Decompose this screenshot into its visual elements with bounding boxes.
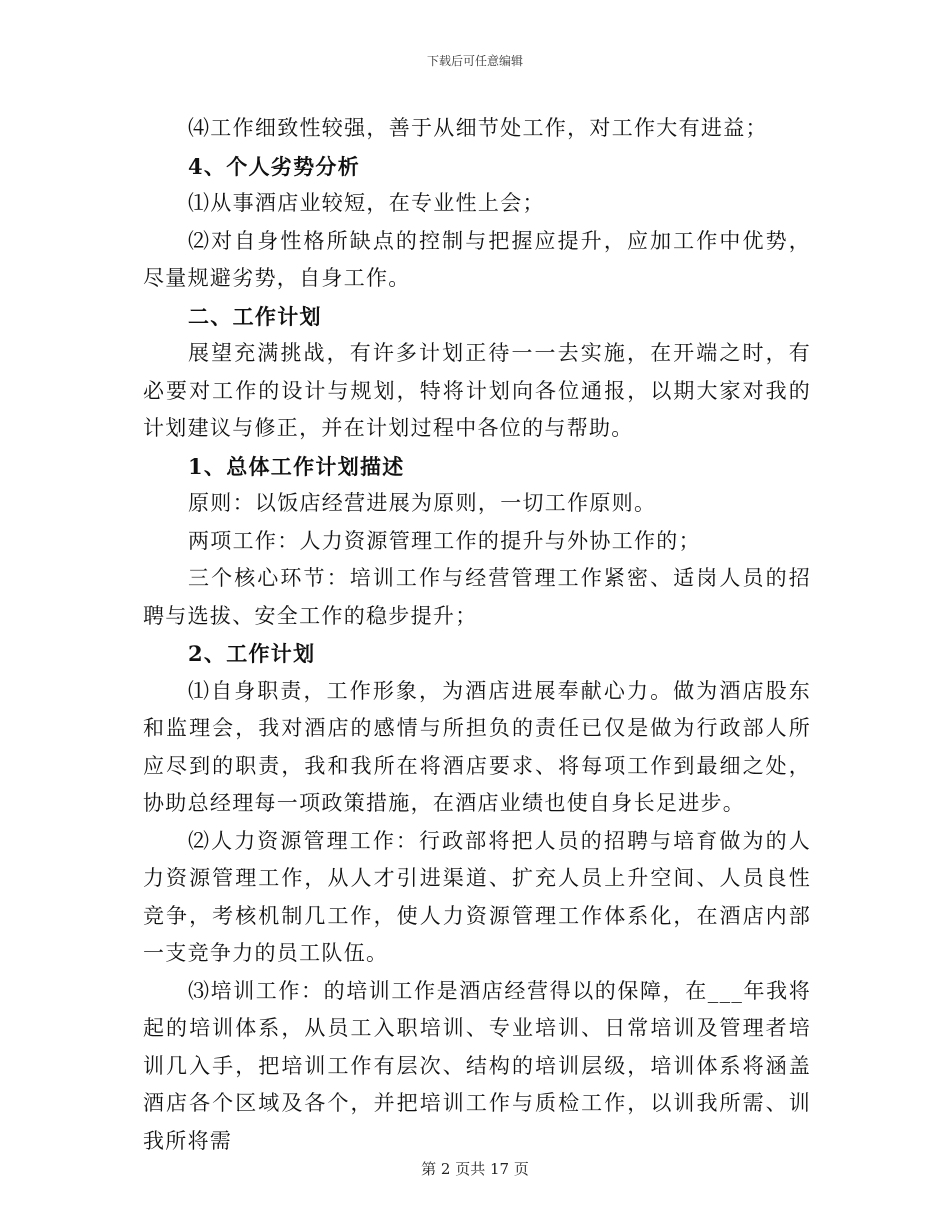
paragraph-two-tasks: 两项工作：人力资源管理工作的提升与外协工作的； (188, 528, 701, 553)
paragraph-plan-1: ⑴自身职责，工作形象，为酒店进展奉献心力。做为酒店股东和监理会，我对酒店的感情与所担负的责任已仅是做为行政部人所应尽到的职责，我和我所在将酒店要求、将每项工作到最细之处，协助总经理每一项政策措施，在酒店业绩也使自身长足进步。 (143, 678, 811, 815)
page-header-note: 下载后可任意编辑 (426, 54, 523, 68)
paragraph-plan-2: ⑵人力资源管理工作：行政部将把人员的招聘与培育做为的人力资源管理工作，从人才引进渠道、扩充人员上升空间、人员良性竞争，考核机制几工作，使人力资源管理工作体系化，在酒店内部一支竞争力的员工队伍。 (143, 828, 811, 965)
paragraph-plan-3: ⑶培训工作：的培训工作是酒店经营得以的保障，在___年我将起的培训体系，从员工入职培训、专业培训、日常培训及管理者培训几入手，把培训工作有层次、结构的培训层级，培训体系将涵盖酒店各个区域及各个，并把培训工作与质检工作，以训我所需、训我所将需 (143, 978, 811, 1153)
paragraph-outlook: 展望充满挑战，有许多计划正待一一去实施，在开端之时，有必要对工作的设计与规划，特将计划向各位通报，以期大家对我的计划建议与修正，并在计划过程中各位的与帮助。 (143, 341, 811, 440)
paragraph-weakness-2: ⑵对自身性格所缺点的控制与把握应提升，应加工作中优势，尽量规避劣势，自身工作。 (143, 228, 811, 290)
section-heading-work-plan: 二、工作计划 (188, 303, 322, 329)
paragraph-weakness-1: ⑴从事酒店业较短，在专业性上会； (188, 191, 545, 215)
paragraph-three-core-links: 三个核心环节：培训工作与经营管理工作紧密、适岗人员的招聘与选拔、安全工作的稳步提升； (143, 566, 811, 628)
section-heading-weakness: 4、个人劣势分析 (188, 153, 361, 179)
section-heading-plan-details: 2、工作计划 (188, 641, 316, 666)
paragraph-principle: 原则：以饭店经营进展为原则，一切工作原则。 (188, 491, 657, 515)
paragraph-strength-4: ⑷工作细致性较强，善于从细节处工作，对工作大有进益； (188, 116, 768, 140)
page-number-footer: 第 2 页共 17 页 (421, 1160, 529, 1178)
section-heading-overall-plan: 1、总体工作计划描述 (188, 453, 405, 479)
document-body (143, 110, 811, 1160)
